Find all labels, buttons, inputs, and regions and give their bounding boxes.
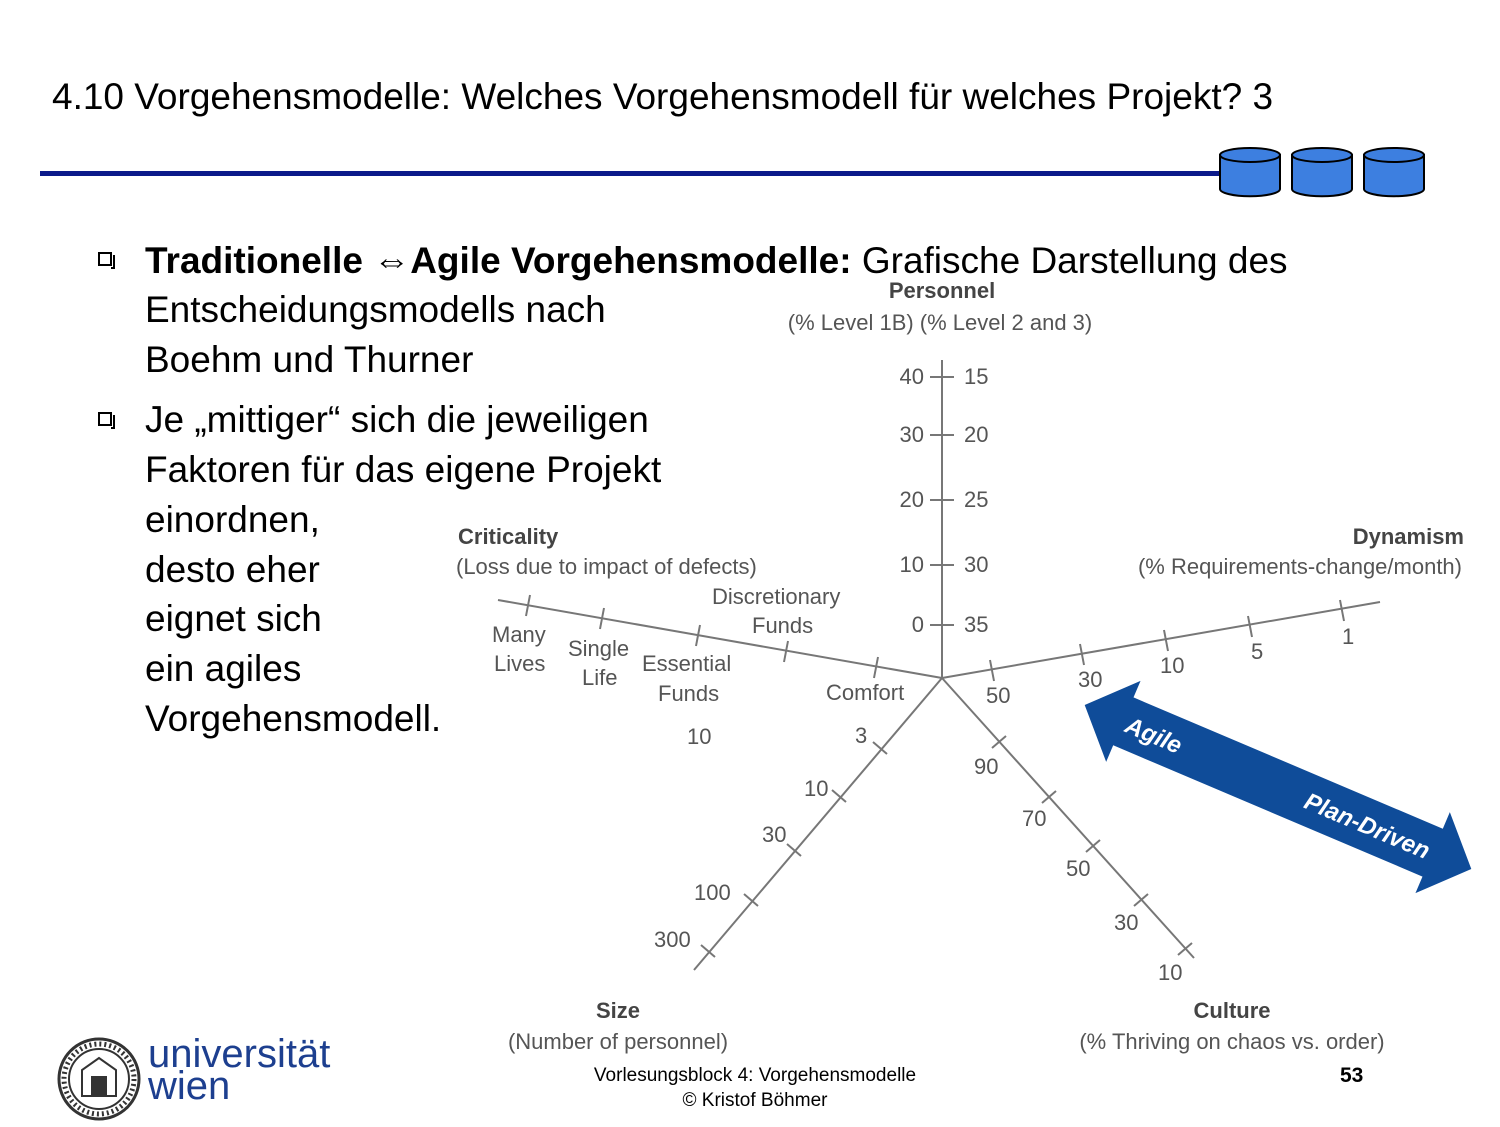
dynamism-subtitle: (% Requirements-change/month) <box>1137 554 1462 579</box>
bullet-icon <box>98 412 112 426</box>
size-tick: 100 <box>694 880 731 905</box>
culture-tick: 30 <box>1114 910 1139 935</box>
size-subtitle: (Number of personnel) <box>507 1029 729 1054</box>
bullet-1-line-2: Entscheidungsmodells nach <box>145 289 606 330</box>
culture-tick: 90 <box>974 754 999 779</box>
dynamism-tick: 50 <box>986 683 1011 708</box>
size-tick: 3 <box>855 723 868 748</box>
criticality-tick: Discretionary <box>712 584 841 609</box>
criticality-tick: Single <box>568 636 630 661</box>
criticality-tick: Funds <box>752 613 814 638</box>
criticality-tick: Essential <box>642 651 732 676</box>
bullet-2-line-1: Je „mittiger“ sich die jeweiligen <box>145 399 649 440</box>
personnel-tick-left: 40 <box>899 364 924 389</box>
bullet-2-line-3: einordnen, <box>145 499 320 540</box>
bullet-2-line-5: eignet sich <box>145 598 322 639</box>
personnel-title: Personnel <box>888 278 996 303</box>
double-arrow-shape <box>1068 664 1476 909</box>
university-wordmark <box>148 1032 331 1108</box>
footer-caption <box>570 1063 940 1113</box>
footer-course: Vorlesungsblock 4: Vorgehensmodelle <box>593 1065 917 1086</box>
size-tick: 10 <box>804 776 829 801</box>
personnel-tick-left: 10 <box>899 552 924 577</box>
culture-title: Culture <box>1193 998 1271 1023</box>
dynamism-title: Dynamism <box>1352 524 1464 549</box>
personnel-subtitle: (% Level 1B) (% Level 2 and 3) <box>787 310 1093 335</box>
size-tick: 30 <box>762 822 787 847</box>
size-axis <box>694 678 942 970</box>
plan-driven-label: Plan-Driven <box>1300 787 1434 865</box>
size-extra-label: 10 <box>687 724 712 749</box>
wordmark-line-1: universität <box>148 1032 331 1076</box>
personnel-tick-right: 25 <box>964 487 989 512</box>
criticality-subtitle: (Loss due to impact of defects) <box>456 554 757 579</box>
personnel-tick-left: 30 <box>899 422 924 447</box>
size-title: Size <box>595 998 641 1023</box>
footer-copyright: © Kristof Böhmer <box>682 1090 828 1111</box>
culture-tick: 50 <box>1066 856 1091 881</box>
bullet-1-bold: Traditionelle ⇔Agile Vorgehensmodelle: <box>145 240 852 281</box>
criticality-title: Criticality <box>458 524 559 549</box>
disk-icon <box>1364 148 1424 196</box>
culture-subtitle: (% Thriving on chaos vs. order) <box>1079 1029 1385 1054</box>
personnel-tick-left: 0 <box>911 612 924 637</box>
criticality-tick: Comfort <box>826 680 905 705</box>
wordmark-line-2: wien <box>148 1064 231 1108</box>
disk-icons <box>1218 146 1428 203</box>
personnel-tick-right: 35 <box>964 612 989 637</box>
disk-icon <box>1292 148 1352 196</box>
bullet-2-line-4: desto eher <box>145 549 320 590</box>
bullet-1-line-3: Boehm und Thurner <box>145 339 474 380</box>
criticality-tick: Funds <box>658 681 720 706</box>
diagram-axes <box>498 360 1380 970</box>
disk-icon <box>1220 148 1280 196</box>
university-seal <box>56 1036 142 1127</box>
criticality-tick: Many <box>492 622 546 647</box>
dynamism-tick: 30 <box>1078 667 1103 692</box>
dynamism-tick: 10 <box>1160 653 1185 678</box>
agile-plan-driven-arrow <box>1068 664 1476 909</box>
personnel-tick-right: 15 <box>964 364 989 389</box>
decision-model-diagram <box>456 270 1476 1070</box>
bullet-2-line-6: ein agiles <box>145 648 302 689</box>
bullet-2-line-2: Faktoren für das eigene Projekt <box>145 449 662 490</box>
culture-tick: 10 <box>1158 960 1183 985</box>
size-tick: 300 <box>654 927 691 952</box>
personnel-tick-left: 20 <box>899 487 924 512</box>
title-divider <box>40 171 1225 176</box>
bullet-2-line-7: Vorgehensmodell. <box>145 698 442 739</box>
criticality-tick: Life <box>582 665 618 690</box>
dynamism-tick: 1 <box>1342 624 1355 649</box>
criticality-tick: Lives <box>494 651 546 676</box>
dynamism-tick: 5 <box>1251 639 1264 664</box>
personnel-tick-right: 30 <box>964 552 989 577</box>
bullet-1-text: Grafische Darstellung des <box>861 240 1288 281</box>
personnel-tick-right: 20 <box>964 422 989 447</box>
agile-label: Agile <box>1121 711 1186 760</box>
slide-title: 4.10 Vorgehensmodelle: Welches Vorgehensmodell für welches Projekt? 3 <box>52 76 1274 117</box>
culture-tick: 70 <box>1022 806 1047 831</box>
page-number: 53 <box>1340 1064 1364 1087</box>
bullet-icon <box>98 252 112 266</box>
